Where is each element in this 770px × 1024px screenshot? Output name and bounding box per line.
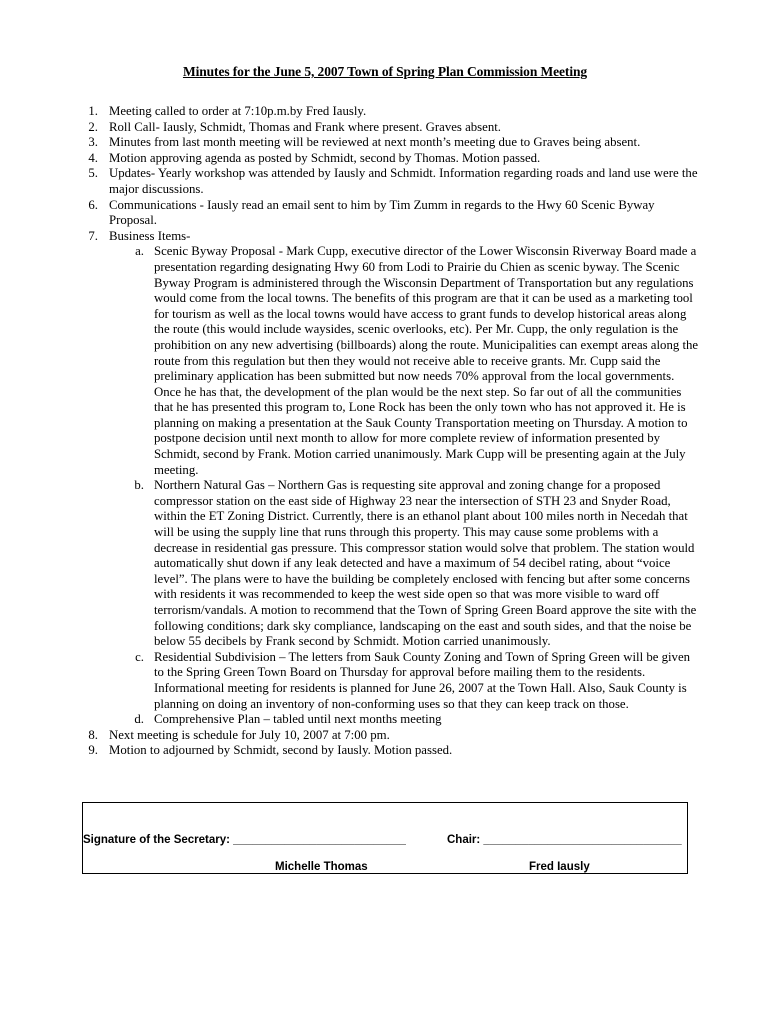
item-number: 4.	[88, 150, 98, 165]
item-number: 8.	[88, 727, 98, 742]
page-title: Minutes for the June 5, 2007 Town of Spring Plan Commission Meeting	[182, 64, 588, 79]
item-text: Meeting called to order at 7:10p.m.by Fred Iausly.	[109, 104, 367, 118]
item-text: Motion to adjourned by Schmidt, second by Iausly. Motion passed.	[109, 743, 453, 758]
sub-item-text: Comprehensive Plan – tabled until next months meeting	[154, 712, 442, 727]
list-item	[0, 229, 700, 245]
sub-item	[0, 244, 700, 478]
item-number: 5.	[88, 166, 98, 181]
sub-item	[0, 478, 700, 650]
sub-item	[0, 712, 700, 728]
list-item	[0, 166, 700, 197]
sub-item-letter: a.	[135, 244, 144, 259]
item-text: Minutes from last month meeting will be reviewed at next month’s meeting due to Graves being absent.	[109, 135, 641, 150]
item-number: 3.	[88, 135, 98, 150]
secretary-signature-line: Signature of the Secretary: ___________________________	[83, 834, 406, 846]
item-number: 9.	[88, 743, 98, 758]
sub-item-letter: c.	[135, 649, 144, 664]
minutes-list	[0, 104, 700, 759]
chair-signature-line: Chair: _______________________________	[447, 834, 682, 846]
item-number: 6.	[88, 197, 98, 212]
list-item	[0, 728, 700, 744]
list-item	[0, 198, 700, 229]
sub-item-text: Northern Natural Gas – Northern Gas is requesting site approval and zoning change for a proposed compressor station on the east side of Highway 23 near the intersection of STH 23 and Snyder Road, within the ET Zoning District. Currently, there is an ethanol plant about 100 miles north in Necedah that will be using the supply line that runs through this property. This may cause some problems with a decrease in residential gas pressure. This compressor station would solve that problem. The station would automatically shut down if any leak detected and have a maximum of 54 decibel rating, about “voice level”. The plans were to have the building be completely enclosed with fencing but after some concerns with residents it was recommended to keep the west side open so that was more visible to ward off terrorism/vandals. A motion to recommend that the Town of Spring Green Board approve the site with the following conditions; dark sky compliance, landscaping on the east and south sides, and that the noise be below 55 decibels by Frank second by Schmidt. Motion carried unanimously.	[154, 478, 697, 649]
list-item	[0, 151, 700, 167]
signature-box	[82, 802, 688, 874]
item-text: Business Items-	[109, 228, 191, 243]
item-text: Roll Call- Iausly, Schmidt, Thomas and Frank where present. Graves absent.	[109, 119, 501, 134]
sub-item	[0, 650, 700, 712]
list-item	[0, 120, 700, 136]
secretary-name: Michelle Thomas	[275, 861, 368, 873]
item-number: 1.	[88, 104, 98, 118]
item-number: 2.	[88, 119, 98, 134]
chair-name: Fred Iausly	[529, 861, 590, 873]
list-item	[0, 104, 700, 120]
sub-item-letter: b.	[134, 478, 144, 493]
sub-item-text: Scenic Byway Proposal - Mark Cupp, executive director of the Lower Wisconsin Riverway Board made a presentation regarding designating Hwy 60 from Lodi to Prairie du Chien as scenic byway. The Scenic Byway Program is administered through the Wisconsin Department of Transportation but any regulations would come from the local towns. The benefits of this program are that it can be used as a marketing tool for tourism as well as the local towns would have access to grant funds to develop historical areas along the route (this would include waysides, scenic overlooks, etc). Per Mr. Cupp, the only regulation is the prohibition on any new advertising (billboards) along the route. Municipalities can exempt areas along the route from this regulation but then they would not receive able to receive grants. Mr. Cupp said the preliminary application has been submitted but now needs 70% approval from the local governments. Once he has that, the development of the plan would be the next step. So far out of all the communities that he has presented this program to, Lone Rock has been the only town who has not approved it. He is planning on making a presentation at the Sauk County Transportation meeting on Thursday. A motion to postpone decision until next month to allow for more complete review of information presented by Schmidt, second by Frank. Motion carried unanimously. Mark Cupp will be presenting again at the July meeting.	[154, 244, 699, 477]
sub-item-letter: d.	[134, 712, 144, 727]
list-item	[0, 743, 700, 759]
item-number: 7.	[88, 228, 98, 243]
item-text: Communications - Iausly read an email sent to him by Tim Zumm in regards to the Hwy 60 Scenic Byway Proposal.	[109, 197, 655, 228]
item-text: Updates- Yearly workshop was attended by Iausly and Schmidt. Information regarding roads and land use were the major discussions.	[109, 166, 698, 196]
item-text: Motion approving agenda as posted by Schmidt, second by Thomas. Motion passed.	[109, 150, 541, 165]
list-item	[0, 135, 700, 151]
item-text: Next meeting is schedule for July 10, 2007 at 7:00 pm.	[109, 727, 390, 742]
sub-item-text: Residential Subdivision – The letters from Sauk County Zoning and Town of Spring Green will be given to the Spring Green Town Board on Thursday for approval before mailing them to the residents. Informational meeting for residents is planned for June 26, 2007 at the Town Hall. Also, Sauk County is planning on doing an inventory of non-conforming uses so that they can keep track on those.	[154, 649, 691, 711]
